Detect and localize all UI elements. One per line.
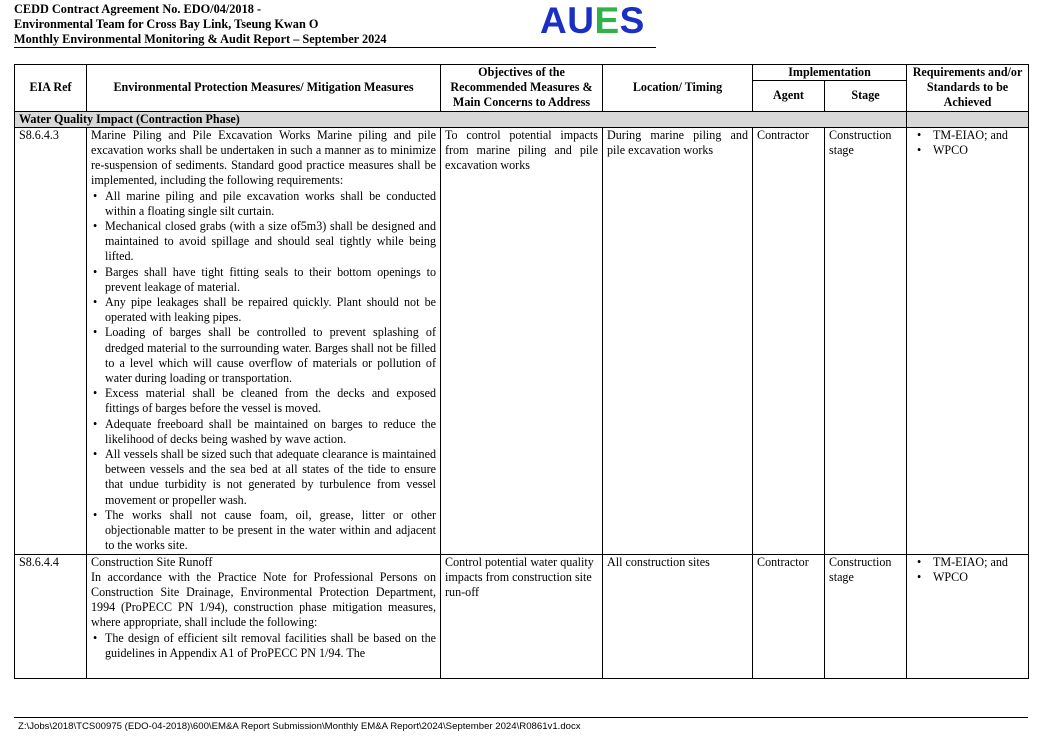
list-item: • Mechanical closed grabs (with a size of5m3) shall be designed and maintained to avoid spillage and should seal tightly while being lifted. (105, 219, 436, 265)
list-item: • Excess material shall be cleaned from the decks and exposed fittings of barges before the vessel is moved. (105, 386, 436, 416)
measures-bullets (91, 631, 436, 661)
list-item: • WPCO (933, 143, 1024, 158)
header-eia-ref: EIA Ref (15, 65, 87, 112)
header-stage: Stage (825, 81, 907, 111)
header-divider (14, 47, 656, 48)
location-cell: All construction sites (603, 554, 753, 678)
stage-cell: Construction stage (825, 127, 907, 554)
report-header (14, 2, 387, 47)
header-measures: Environmental Protection Measures/ Mitigation Measures (87, 65, 441, 112)
header-location: Location/ Timing (603, 65, 753, 112)
measures-intro: In accordance with the Practice Note for Professional Persons on Construction Site Drainage, Environmental Protection Department, 1994 (ProPECC PN 1/94), construction phase mitigation measures, where appropriate, shall include the following: (91, 569, 436, 630)
list-item: • WPCO (933, 570, 1024, 585)
footer-file-path: Z:\Jobs\2018\TCS00975 (EDO-04-2018)\600\EM&A Report Submission\Monthly EM&A Report\2024\September 2024\R0861v1.docx (18, 721, 581, 732)
table-row (15, 127, 1029, 554)
team-line: Environmental Team for Cross Bay Link, Tseung Kwan O (14, 17, 319, 31)
table-row (15, 554, 1029, 678)
location-cell: During marine piling and pile excavation works (603, 127, 753, 554)
footer-divider (14, 717, 1028, 718)
section-title: Water Quality Impact (Contraction Phase) (15, 111, 907, 127)
list-item: • Barges shall have tight fitting seals to their bottom openings to prevent leakage of material. (105, 265, 436, 295)
measures-title: Construction Site Runoff (91, 554, 213, 569)
mitigation-measures-table (14, 64, 1029, 679)
report-title-line: Monthly Environmental Monitoring & Audit Report – September 2024 (14, 32, 387, 46)
stage-cell: Construction stage (825, 554, 907, 678)
list-item: • Any pipe leakages shall be repaired quickly. Plant should not be operated with leaking pipes. (105, 295, 436, 325)
section-row (15, 111, 1029, 127)
objective-cell: Control potential water quality impacts from construction site run-off (441, 554, 603, 678)
list-item: • Loading of barges shall be controlled to prevent splashing of dredged material to the surrounding water. Barges shall not be filled to a level which will cause overflow of materials or pollution of water during loading or transportation. (105, 325, 436, 386)
list-item: • All vessels shall be sized such that adequate clearance is maintained between vessels and the sea bed at all states of the tide to ensure that undue turbidity is not generated by turbulence from vessel movement or propeller wash. (105, 447, 436, 508)
requirements-cell (907, 554, 1029, 678)
list-item: • The works shall not cause foam, oil, grease, litter or other objectionable matter to be present in the water within and adjacent to the works site. (105, 508, 436, 554)
agent-cell: Contractor (753, 554, 825, 678)
list-item: • Adequate freeboard shall be maintained on barges to reduce the likelihood of decks being washed by wave action. (105, 417, 436, 447)
header-implementation: Implementation (753, 65, 907, 81)
header-agent: Agent (753, 81, 825, 111)
eia-ref: S8.6.4.3 (15, 127, 87, 554)
measures-cell (87, 554, 441, 678)
aues-logo: AUES (540, 0, 645, 41)
contract-line: CEDD Contract Agreement No. EDO/04/2018 - (14, 2, 262, 16)
header-requirements: Requirements and/or Standards to be Achieved (907, 65, 1029, 112)
list-item: • TM-EIAO; and (933, 128, 1024, 143)
header-objectives: Objectives of the Recommended Measures & Main Concerns to Address (441, 65, 603, 112)
list-item: • All marine piling and pile excavation works shall be conducted within a floating single silt curtain. (105, 189, 436, 219)
requirements-cell (907, 127, 1029, 554)
eia-ref: S8.6.4.4 (15, 554, 87, 678)
measures-intro: Marine Piling and Pile Excavation Works Marine piling and pile excavation works shall be undertaken in such a manner as to minimize re-suspension of sediments. Standard good practice measures shall be implemented, including the following requirements: (91, 127, 436, 188)
agent-cell: Contractor (753, 127, 825, 554)
objective-cell: To control potential impacts from marine piling and pile excavation works (441, 127, 603, 554)
measures-cell (87, 127, 441, 554)
list-item: • The design of efficient silt removal facilities shall be based on the guidelines in Appendix A1 of ProPECC PN 1/94. The (105, 631, 436, 661)
measures-bullets (91, 189, 436, 554)
list-item: • TM-EIAO; and (933, 555, 1024, 570)
